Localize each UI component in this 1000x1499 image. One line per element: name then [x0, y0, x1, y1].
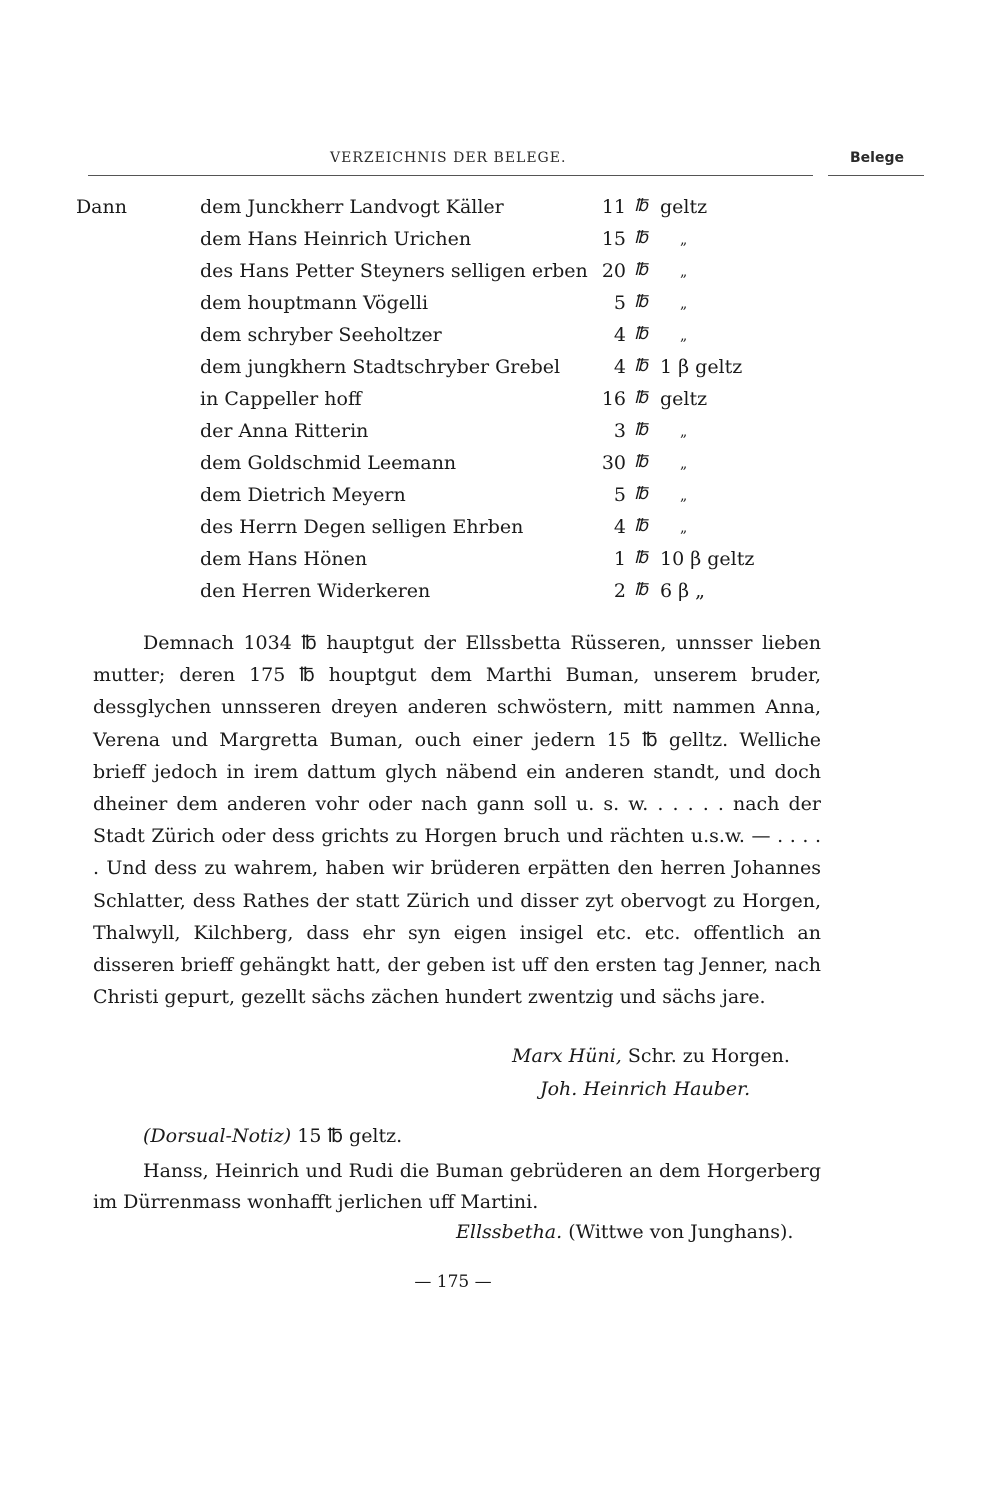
ledger-amount: 20: [601, 260, 626, 282]
ledger-row: [0, 292, 1000, 324]
ledger-name: der Anna Ritterin: [200, 420, 369, 442]
ledger-amount: 5: [613, 484, 626, 506]
pound-symbol: ℔: [634, 516, 648, 536]
pound-symbol: ℔: [634, 356, 648, 376]
ledger-name: den Herren Widerkeren: [200, 580, 431, 602]
pound-symbol: ℔: [634, 548, 648, 568]
ledger-amount: 4: [613, 356, 626, 378]
ledger-name: dem jungkhern Stadtschryber Grebel: [200, 356, 561, 378]
ledger-rest: 10 β geltz: [660, 548, 755, 570]
ledger-name: dem Hans Hönen: [200, 548, 368, 570]
ditto-mark: „: [680, 264, 688, 280]
ledger-lead: Dann: [75, 196, 127, 218]
ledger-row: [0, 516, 1000, 548]
ledger-name: des Herrn Degen selligen Ehrben: [200, 516, 524, 538]
note-text: Hanss, Heinrich und Rudi die Buman gebrüderen an dem Horgerberg im Dürrenmass wonhafft jerlichen uff Martini.: [93, 1160, 821, 1213]
ledger-amount: 4: [613, 324, 626, 346]
running-title: VERZEICHNIS DER BELEGE.: [330, 150, 567, 166]
header-rule: [88, 175, 813, 176]
main-paragraph: [93, 627, 821, 1013]
ledger-row: [0, 356, 1000, 388]
ledger-list: [0, 196, 1000, 612]
closing-rest: (Wittwe von Junghans).: [568, 1221, 794, 1243]
ledger-name: dem Dietrich Meyern: [200, 484, 406, 506]
ledger-name: dem Junckherr Landvogt Käller: [200, 196, 504, 218]
ditto-mark: „: [680, 328, 688, 344]
signature-1-name: Marx Hüni,: [512, 1045, 622, 1067]
signature-1-title: Schr. zu Horgen.: [627, 1045, 790, 1067]
signature-2: Joh. Heinrich Hauber.: [540, 1078, 751, 1100]
ledger-row: [0, 548, 1000, 580]
ledger-amount: 30: [601, 452, 626, 474]
ledger-amount: 4: [613, 516, 626, 538]
ditto-mark: „: [680, 424, 688, 440]
ditto-mark: „: [680, 488, 688, 504]
side-rule: [828, 175, 924, 176]
dorsal-text: 15 ℔ geltz.: [297, 1125, 403, 1147]
ledger-rest: geltz: [660, 196, 708, 218]
ledger-amount: 2: [613, 580, 626, 602]
ledger-row: [0, 484, 1000, 516]
ditto-mark: „: [680, 232, 688, 248]
ledger-row: [0, 452, 1000, 484]
pound-symbol: ℔: [634, 260, 648, 280]
pound-symbol: ℔: [634, 580, 648, 600]
pound-symbol: ℔: [634, 196, 648, 216]
pound-symbol: ℔: [634, 228, 648, 248]
ledger-amount: 16: [601, 388, 626, 410]
ledger-amount: 15: [601, 228, 626, 250]
page-number: — 175 —: [414, 1272, 492, 1292]
ledger-name: des Hans Petter Steyners selligen erben: [200, 260, 588, 282]
ledger-amount: 5: [613, 292, 626, 314]
ledger-row: [0, 228, 1000, 260]
ledger-amount: 3: [613, 420, 626, 442]
ledger-name: dem schryber Seeholtzer: [200, 324, 442, 346]
ledger-name: dem houptmann Vögelli: [200, 292, 429, 314]
ditto-mark: „: [680, 456, 688, 472]
pound-symbol: ℔: [634, 484, 648, 504]
ledger-row: [0, 420, 1000, 452]
dorsal-label: (Dorsual-Notiz): [143, 1125, 292, 1147]
ledger-row: [0, 388, 1000, 420]
note-paragraph: [93, 1156, 821, 1218]
ledger-rest: 6 β „: [660, 580, 705, 602]
pound-symbol: ℔: [634, 324, 648, 344]
ledger-rest: 1 β geltz: [660, 356, 743, 378]
ledger-amount: 1: [613, 548, 626, 570]
paragraph-text: Demnach 1034 ℔ hauptgut der Ellssbetta Rüsseren, unnsser lieben mutter; deren 175 ℔ houptgut dem Marthi Buman, unserem bruder, dessglychen unnsseren dreyen anderen schwöstern, mitt nammen Anna, Verena und Margretta Buman, ouch einer jedern 15 ℔ gelltz. Welliche brieff jedoch in irem dattum glych näbend ein anderen standt, und doch dheiner dem anderen vohr oder nach gann soll u. s. w. . . . . . nach der Stadt Zürich oder dess grichts zu Horgen bruch und rächten u.s.w. — . . . . . Und dess zu wahrem, haben wir brüderen erpätten den herren Johannes Schlatter, dess Rathes der statt Zürich und disser zyt obervogt zu Horgen, Thalwyll, Kilchberg, dass ehr syn eigen insigel etc. etc. offentlich an disseren brieff gehängkt hatt, der geben ist uff den ersten tag Jenner, nach Christi gepurt, gezellt sächs zächen hundert zwentzig und sächs jare.: [93, 632, 821, 1009]
ledger-rest: geltz: [660, 388, 708, 410]
pound-symbol: ℔: [634, 388, 648, 408]
side-label: Belege: [850, 150, 904, 166]
dorsal-note: [143, 1125, 402, 1147]
closing-name: Ellssbetha.: [456, 1221, 563, 1243]
signature-1: [512, 1045, 790, 1067]
ledger-row: [0, 260, 1000, 292]
ledger-amount: 11: [601, 196, 626, 218]
pound-symbol: ℔: [634, 420, 648, 440]
ditto-mark: „: [680, 520, 688, 536]
ledger-row: [0, 196, 1000, 228]
ledger-name: dem Goldschmid Leemann: [200, 452, 457, 474]
ditto-mark: „: [680, 296, 688, 312]
pound-symbol: ℔: [634, 452, 648, 472]
closing-line: [456, 1221, 793, 1243]
pound-symbol: ℔: [634, 292, 648, 312]
ledger-row: [0, 580, 1000, 612]
ledger-name: dem Hans Heinrich Urichen: [200, 228, 472, 250]
ledger-name: in Cappeller hoff: [200, 388, 362, 410]
ledger-row: [0, 324, 1000, 356]
